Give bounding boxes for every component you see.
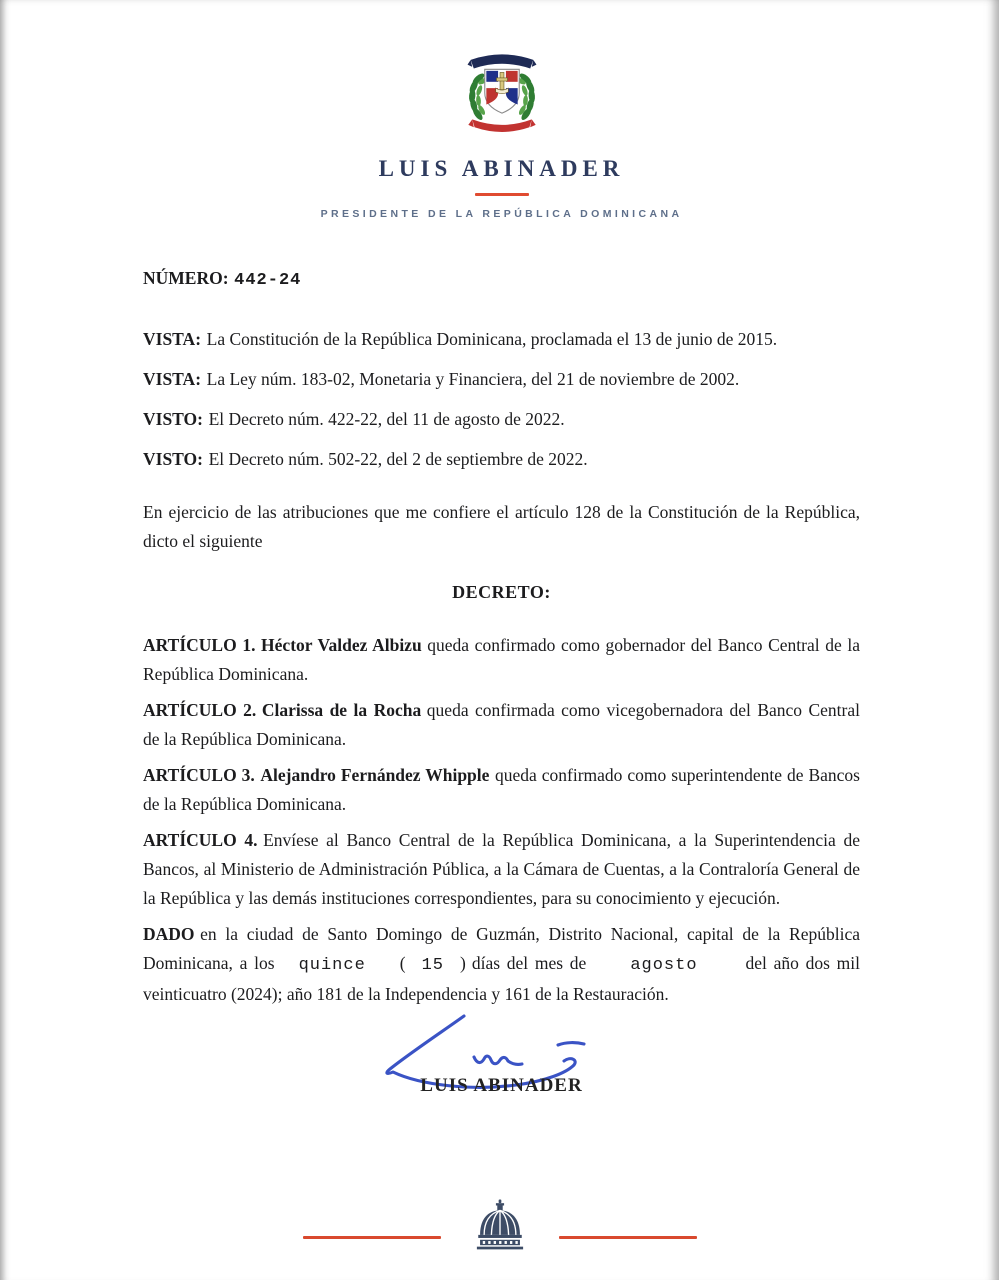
article-paragraph — [143, 826, 860, 913]
articles-section — [143, 631, 860, 913]
decree-number-line — [143, 264, 860, 295]
footer-right-rule — [559, 1236, 697, 1239]
dado-text: en la ciudad de Santo Domingo de Guzmán, Distrito Nacional, capital de la República Dominicana, a los — [143, 924, 860, 973]
letterhead — [143, 42, 860, 220]
dado-text: del año dos mil veinticuatro (2024); año 181 de la Independencia y 161 de la Restauración. — [143, 953, 861, 1004]
article-paragraph — [143, 696, 860, 754]
article-person: Héctor Valdez Albizu — [261, 635, 422, 655]
article-label: ARTÍCULO 4. — [143, 830, 258, 850]
dado-day-word-fill: quince — [298, 956, 366, 975]
consideration-text: La Ley núm. 183-02, Monetaria y Financiera, del 21 de noviembre de 2002. — [206, 369, 740, 389]
letterhead-name: LUIS ABINADER — [378, 156, 625, 181]
consideration-line — [143, 405, 860, 434]
article-text: queda confirmado como gobernador del Banco Central de la República Dominicana. — [143, 635, 860, 684]
palace-dome-icon — [471, 1198, 529, 1250]
dado-paren-close: ) — [460, 953, 466, 973]
article-label: ARTÍCULO 3. — [143, 765, 255, 785]
article-label: ARTÍCULO 2. — [143, 700, 257, 720]
consideration-label: VISTA: — [143, 329, 202, 349]
dado-day-number-fill: 15 — [421, 956, 445, 975]
dado-label: DADO — [143, 924, 195, 944]
article-text: queda confirmado como superintendente de Bancos de la República Dominicana. — [143, 765, 860, 814]
red-divider-rule — [475, 193, 529, 196]
consideration-text: El Decreto núm. 422-22, del 11 de agosto de 2022. — [208, 409, 565, 429]
article-text: queda confirmada como vicegobernadora del Banco Central de la República Dominicana. — [143, 700, 860, 749]
article-person: Alejandro Fernández Whipple — [260, 765, 490, 785]
footer-left-rule — [303, 1236, 441, 1239]
consideration-line — [143, 365, 860, 394]
signature-block — [143, 1011, 860, 1097]
consideration-text: La Constitución de la República Dominicana, proclamada el 13 de junio de 2015. — [206, 329, 778, 349]
article-paragraph — [143, 631, 860, 689]
article-label: ARTÍCULO 1. — [143, 635, 256, 655]
dado-text: días del mes de — [471, 953, 587, 973]
dado-paragraph — [143, 920, 860, 1009]
consideration-label: VISTA: — [143, 369, 202, 389]
dado-month-fill: agosto — [630, 956, 698, 975]
footer-emblem-band — [0, 1198, 999, 1250]
consideration-line — [143, 445, 860, 474]
article-text: Envíese al Banco Central de la República Dominicana, a la Superintendencia de Bancos, al Ministerio de Administración Pública, a la Cámara de Cuentas, a la Contraloría General de la República y las demás instituciones correspondientes, para su conocimiento y ejecución. — [143, 830, 860, 908]
decree-number-label: NÚMERO: — [143, 268, 229, 288]
intro-paragraph: En ejercicio de las atribuciones que me confiere el artículo 128 de la Constitución de la República, dicto el siguiente — [143, 502, 860, 551]
article-person: Clarissa de la Rocha — [261, 700, 422, 720]
considerations-section — [143, 325, 860, 474]
signer-name: LUIS ABINADER — [420, 1075, 583, 1096]
article-paragraph — [143, 761, 860, 819]
decree-heading: DECRETO: — [452, 582, 551, 602]
decree-number-value: 442-24 — [234, 271, 302, 290]
consideration-line — [143, 325, 860, 354]
consideration-text: El Decreto núm. 502-22, del 2 de septiembre de 2022. — [208, 449, 588, 469]
dado-paren-open: ( — [399, 953, 406, 973]
letterhead-subtitle: PRESIDENTE DE LA REPÚBLICA DOMINICANA — [320, 208, 683, 220]
consideration-label: VISTO: — [143, 449, 203, 469]
consideration-label: VISTO: — [143, 409, 203, 429]
page-content — [0, 42, 999, 1097]
dominican-coat-of-arms-icon — [455, 42, 549, 142]
